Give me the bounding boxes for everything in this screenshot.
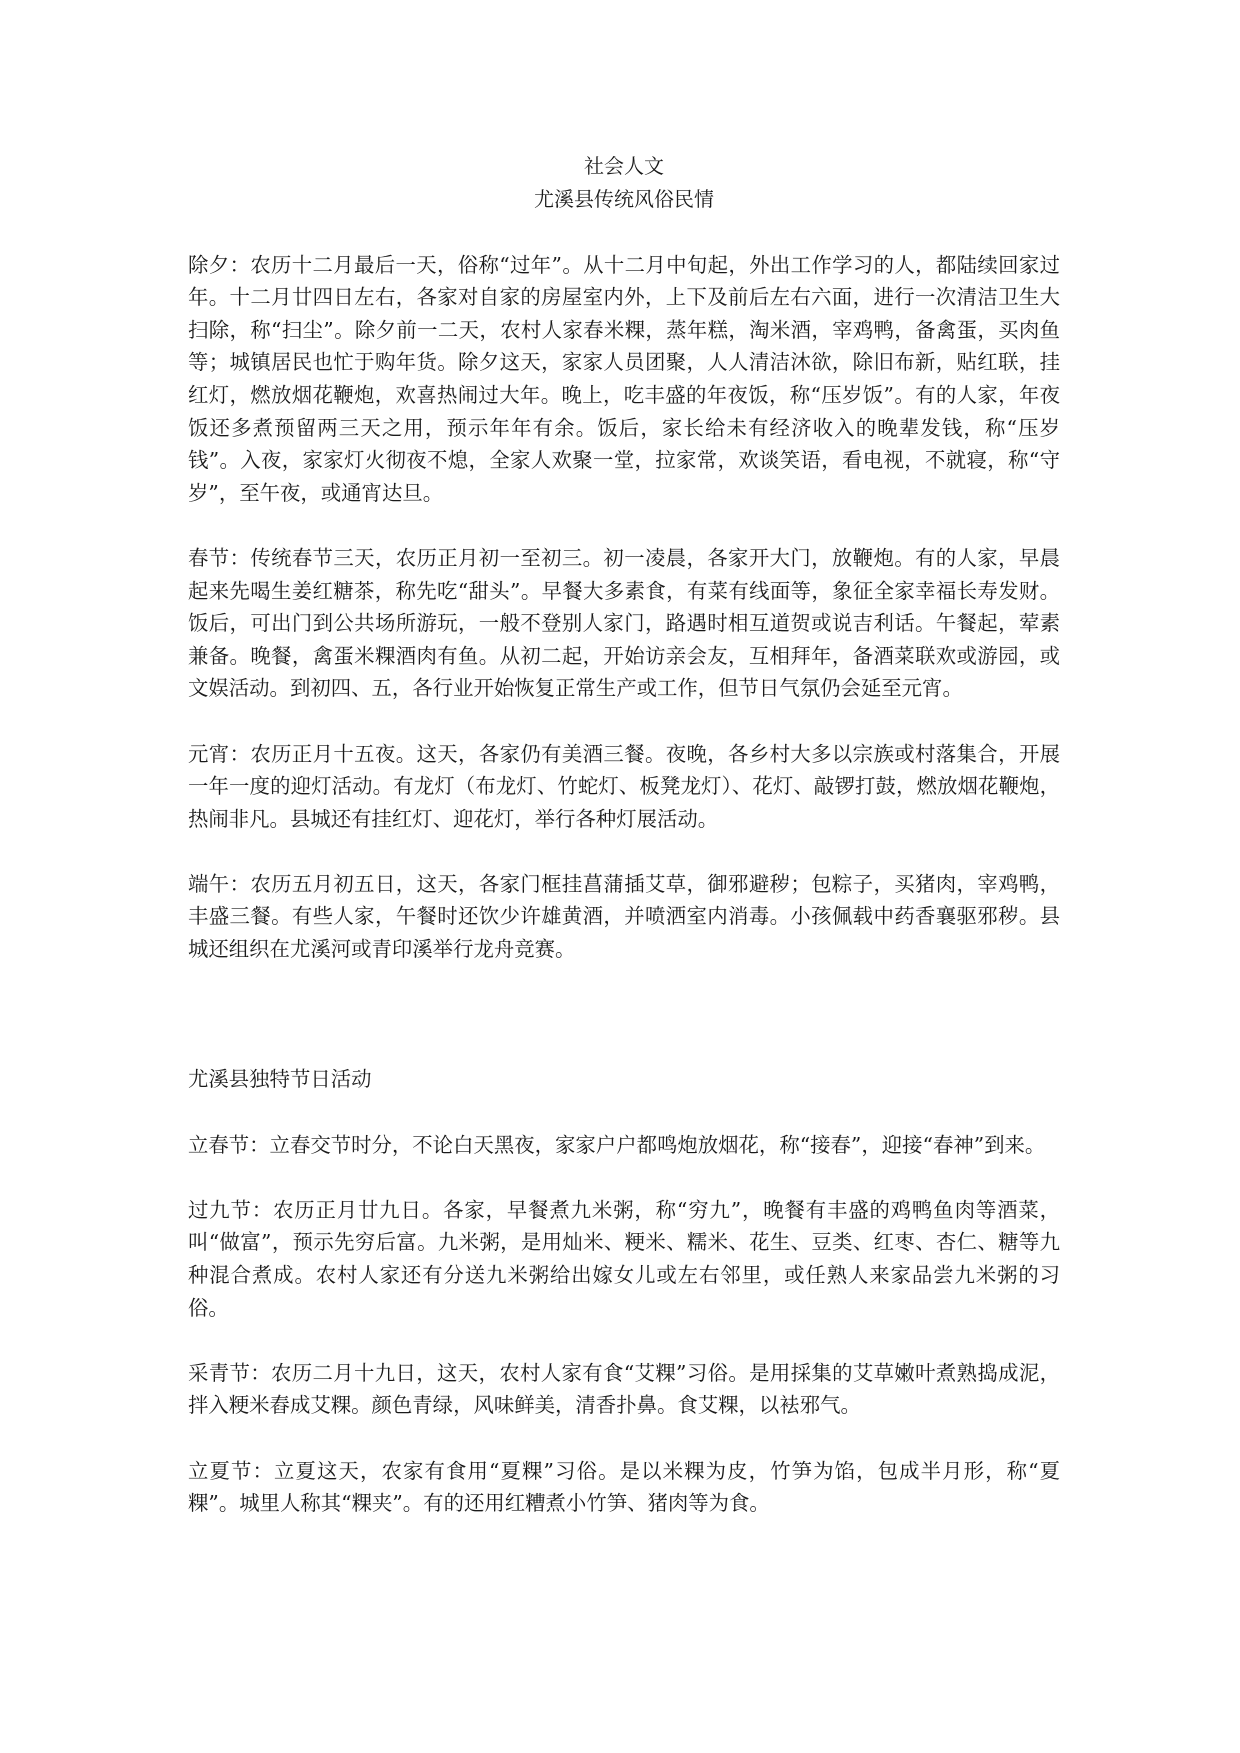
category-heading: 社会人文 (584, 154, 664, 178)
paragraph-guojiu: 过九节：农历正月廿九日。各家，早餐煮九米粥，称“穷九”，晚餐有丰盛的鸡鸭鱼肉等酒菜，叫“做富”，预示先穷后富。九米粥，是用灿米、粳米、糯米、花生、豆类、红枣、杏仁、糖等九种混合煮成。农村人家还有分送九米粥给出嫁女儿或左右邻里，或任熟人来家品尝九米粥的习俗。 (188, 1197, 1060, 1320)
spacer (188, 998, 1060, 1031)
spacer (188, 966, 1060, 999)
page-title: 尤溪县传统风俗民情 (534, 187, 714, 211)
paragraph-duanwu: 端午：农历五月初五日，这天，各家门框挂菖蒲插艾草，御邪避秽；包粽子，买猪肉，宰鸡鸭，丰盛三餐。有些人家，午餐时还饮少许雄黄酒，并喷洒室内消毒。小孩佩载中药香襄驱邪秽。县城还组织在尤溪河或青印溪举行龙舟竞赛。 (188, 871, 1060, 962)
paragraph-caiqing: 采青节：农历二月十九日，这天，农村人家有食“艾粿”习俗。是用採集的艾草嫩叶煮熟捣成泥，拌入粳米舂成艾粿。颜色青绿，风味鲜美，清香扑鼻。食艾粿，以袪邪气。 (188, 1360, 1060, 1418)
spacer (188, 509, 1060, 542)
paragraph-yuanxiao: 元宵：农历正月十五夜。这天，各家仍有美酒三餐。夜晚，各乡村大多以宗族或村落集合，开展一年一度的迎灯活动。有龙灯（布龙灯、竹蛇灯、板凳龙灯）、花灯、敲锣打鼓，燃放烟花鞭炮，热闹非凡。县城还有挂红灯、迎花灯，举行各种灯展活动。 (188, 741, 1060, 831)
paragraph-chunjie: 春节：传统春节三天，农历正月初一至初三。初一凌晨，各家开大门，放鞭炮。有的人家，早晨起来先喝生姜红糖茶，称先吃“甜头”。早餐大多素食，有菜有线面等，象征全家幸福长寿发财。饭后，可出门到公共场所游玩，一般不登别人家门，路遇时相互道贺或说吉利话。午餐起，荤素兼备。晚餐，禽蛋米粿酒肉有鱼。从初二起，开始访亲会友，互相拜年，备酒菜联欢或游园，或文娱活动。到初四、五，各行业开始恢复正常生产或工作，但节日气氛仍会延至元宵。 (188, 545, 1060, 701)
spacer (188, 705, 1060, 738)
spacer (188, 835, 1060, 868)
spacer (188, 1096, 1060, 1129)
section-heading: 尤溪县独特节日活动 (188, 1067, 372, 1092)
spacer (188, 1422, 1060, 1455)
document-page (188, 150, 1060, 1520)
paragraph-lixia: 立夏节：立夏这天，农家有食用“夏粿”习俗。是以米粿为皮，竹笋为馅，包成半月形，称“夏粿”。城里人称其“粿夹”。有的还用红糟煮小竹笋、猪肉等为食。 (188, 1458, 1060, 1516)
paragraph-lichun: 立春节：立春交节时分，不论白天黑夜，家家户户都鸣炮放烟花，称“接春”，迎接“春神”到来。 (188, 1132, 1046, 1157)
paragraph-chuxi: 除夕：农历十二月最后一天，俗称“过年”。从十二月中旬起，外出工作学习的人，都陆续回家过年。十二月廿四日左右，各家对自家的房屋室内外，上下及前后左右六面，进行一次清洁卫生大扫除，称“扫尘”。除夕前一二天，农村人家春米粿，蒸年糕，淘米酒，宰鸡鸭，备禽蛋，买肉鱼等；城镇居民也忙于购年货。除夕这天，家家人员团聚，人人清洁沐欲，除旧布新，贴红联，挂红灯，燃放烟花鞭炮，欢喜热闹过大年。晚上，吃丰盛的年夜饭，称“压岁饭”。有的人家，年夜饭还多煮预留两三天之用，预示年年有余。饭后，家长给未有经济收入的晚辈发钱，称“压岁钱”。入夜，家家灯火彻夜不熄，全家人欢聚一堂，拉家常，欢谈笑语，看电视，不就寝，称“守岁”，至午夜，或通宵达旦。 (188, 252, 1060, 505)
spacer (188, 1161, 1060, 1194)
spacer (188, 216, 1060, 249)
title-block (188, 150, 1060, 216)
spacer (188, 1031, 1060, 1064)
spacer (188, 1324, 1060, 1357)
